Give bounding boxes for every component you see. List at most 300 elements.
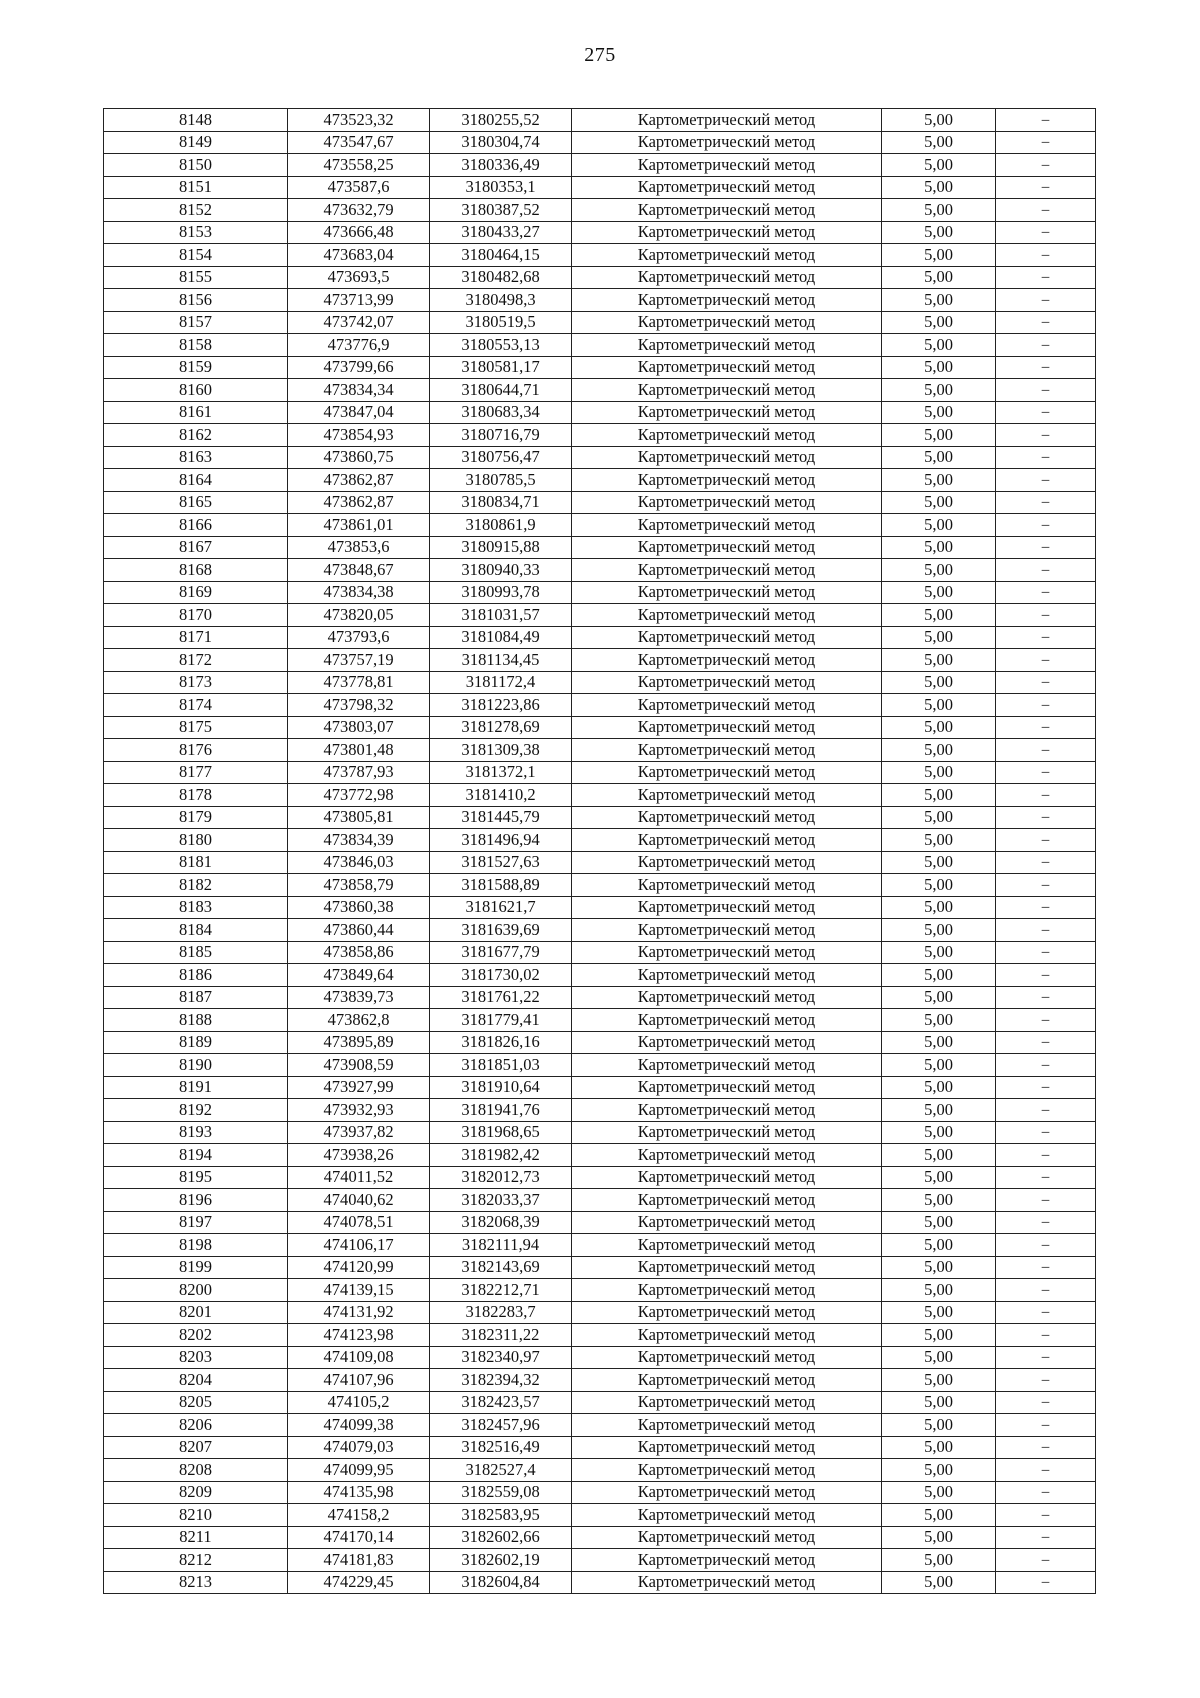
x-coordinate-cell: 473834,39 [288, 829, 430, 852]
note-cell: – [996, 1369, 1096, 1392]
table-row [104, 1391, 1096, 1414]
point-number-cell: 8162 [104, 424, 288, 447]
note-cell: – [996, 131, 1096, 154]
table-row [104, 1279, 1096, 1302]
x-coordinate-cell: 473932,93 [288, 1099, 430, 1122]
note-cell: – [996, 1009, 1096, 1032]
accuracy-cell: 5,00 [882, 1481, 996, 1504]
y-coordinate-cell: 3181779,41 [430, 1009, 572, 1032]
accuracy-cell: 5,00 [882, 131, 996, 154]
table-row [104, 829, 1096, 852]
table-row [104, 221, 1096, 244]
x-coordinate-cell: 473862,87 [288, 491, 430, 514]
y-coordinate-cell: 3180353,1 [430, 176, 572, 199]
method-cell: Картометрический метод [572, 424, 882, 447]
point-number-cell: 8197 [104, 1211, 288, 1234]
point-number-cell: 8189 [104, 1031, 288, 1054]
accuracy-cell: 5,00 [882, 266, 996, 289]
method-cell: Картометрический метод [572, 1009, 882, 1032]
note-cell: – [996, 176, 1096, 199]
point-number-cell: 8165 [104, 491, 288, 514]
point-number-cell: 8177 [104, 761, 288, 784]
table-row [104, 694, 1096, 717]
method-cell: Картометрический метод [572, 1481, 882, 1504]
accuracy-cell: 5,00 [882, 514, 996, 537]
table-row [104, 626, 1096, 649]
y-coordinate-cell: 3182457,96 [430, 1414, 572, 1437]
table-row [104, 784, 1096, 807]
note-cell: – [996, 1076, 1096, 1099]
x-coordinate-cell: 474078,51 [288, 1211, 430, 1234]
note-cell: – [996, 1234, 1096, 1257]
x-coordinate-cell: 474120,99 [288, 1256, 430, 1279]
note-cell: – [996, 1346, 1096, 1369]
point-number-cell: 8196 [104, 1189, 288, 1212]
note-cell: – [996, 514, 1096, 537]
point-number-cell: 8172 [104, 649, 288, 672]
x-coordinate-cell: 473839,73 [288, 986, 430, 1009]
accuracy-cell: 5,00 [882, 919, 996, 942]
accuracy-cell: 5,00 [882, 1009, 996, 1032]
point-number-cell: 8167 [104, 536, 288, 559]
x-coordinate-cell: 473787,93 [288, 761, 430, 784]
table-row [104, 1414, 1096, 1437]
point-number-cell: 8201 [104, 1301, 288, 1324]
x-coordinate-cell: 474135,98 [288, 1481, 430, 1504]
method-cell: Картометрический метод [572, 626, 882, 649]
table-row [104, 806, 1096, 829]
x-coordinate-cell: 473938,26 [288, 1144, 430, 1167]
y-coordinate-cell: 3182516,49 [430, 1436, 572, 1459]
accuracy-cell: 5,00 [882, 649, 996, 672]
x-coordinate-cell: 473757,19 [288, 649, 430, 672]
y-coordinate-cell: 3182602,19 [430, 1549, 572, 1572]
table-body [104, 109, 1096, 1594]
x-coordinate-cell: 473778,81 [288, 671, 430, 694]
note-cell: – [996, 1279, 1096, 1302]
method-cell: Картометрический метод [572, 1234, 882, 1257]
x-coordinate-cell: 473860,44 [288, 919, 430, 942]
point-number-cell: 8160 [104, 379, 288, 402]
x-coordinate-cell: 473908,59 [288, 1054, 430, 1077]
note-cell: – [996, 199, 1096, 222]
x-coordinate-cell: 473862,8 [288, 1009, 430, 1032]
table-row [104, 1549, 1096, 1572]
accuracy-cell: 5,00 [882, 671, 996, 694]
point-number-cell: 8190 [104, 1054, 288, 1077]
method-cell: Картометрический метод [572, 829, 882, 852]
table-row [104, 761, 1096, 784]
method-cell: Картометрический метод [572, 356, 882, 379]
accuracy-cell: 5,00 [882, 401, 996, 424]
x-coordinate-cell: 473858,79 [288, 874, 430, 897]
method-cell: Картометрический метод [572, 1076, 882, 1099]
table-row [104, 1256, 1096, 1279]
y-coordinate-cell: 3180716,79 [430, 424, 572, 447]
y-coordinate-cell: 3181172,4 [430, 671, 572, 694]
accuracy-cell: 5,00 [882, 424, 996, 447]
accuracy-cell: 5,00 [882, 536, 996, 559]
point-number-cell: 8164 [104, 469, 288, 492]
table-row [104, 379, 1096, 402]
table-row [104, 671, 1096, 694]
x-coordinate-cell: 473834,38 [288, 581, 430, 604]
note-cell: – [996, 1211, 1096, 1234]
method-cell: Картометрический метод [572, 154, 882, 177]
note-cell: – [996, 874, 1096, 897]
point-number-cell: 8161 [104, 401, 288, 424]
y-coordinate-cell: 3181445,79 [430, 806, 572, 829]
point-number-cell: 8149 [104, 131, 288, 154]
method-cell: Картометрический метод [572, 1031, 882, 1054]
y-coordinate-cell: 3180861,9 [430, 514, 572, 537]
accuracy-cell: 5,00 [882, 1256, 996, 1279]
note-cell: – [996, 334, 1096, 357]
y-coordinate-cell: 3180644,71 [430, 379, 572, 402]
accuracy-cell: 5,00 [882, 716, 996, 739]
note-cell: – [996, 311, 1096, 334]
note-cell: – [996, 761, 1096, 784]
x-coordinate-cell: 473683,04 [288, 244, 430, 267]
y-coordinate-cell: 3181496,94 [430, 829, 572, 852]
y-coordinate-cell: 3180255,52 [430, 109, 572, 132]
accuracy-cell: 5,00 [882, 1504, 996, 1527]
note-cell: – [996, 581, 1096, 604]
y-coordinate-cell: 3180464,15 [430, 244, 572, 267]
y-coordinate-cell: 3180336,49 [430, 154, 572, 177]
note-cell: – [996, 1144, 1096, 1167]
accuracy-cell: 5,00 [882, 1549, 996, 1572]
point-number-cell: 8182 [104, 874, 288, 897]
table-row [104, 1031, 1096, 1054]
y-coordinate-cell: 3181941,76 [430, 1099, 572, 1122]
table-row [104, 1189, 1096, 1212]
y-coordinate-cell: 3180498,3 [430, 289, 572, 312]
method-cell: Картометрический метод [572, 1121, 882, 1144]
note-cell: – [996, 1481, 1096, 1504]
table-row [104, 1301, 1096, 1324]
point-number-cell: 8205 [104, 1391, 288, 1414]
accuracy-cell: 5,00 [882, 1526, 996, 1549]
method-cell: Картометрический метод [572, 334, 882, 357]
table-row [104, 334, 1096, 357]
note-cell: – [996, 896, 1096, 919]
note-cell: – [996, 491, 1096, 514]
note-cell: – [996, 1301, 1096, 1324]
accuracy-cell: 5,00 [882, 1189, 996, 1212]
table-row [104, 199, 1096, 222]
note-cell: – [996, 694, 1096, 717]
y-coordinate-cell: 3181982,42 [430, 1144, 572, 1167]
method-cell: Картометрический метод [572, 874, 882, 897]
y-coordinate-cell: 3182212,71 [430, 1279, 572, 1302]
point-number-cell: 8183 [104, 896, 288, 919]
x-coordinate-cell: 474229,45 [288, 1571, 430, 1594]
point-number-cell: 8202 [104, 1324, 288, 1347]
accuracy-cell: 5,00 [882, 1369, 996, 1392]
note-cell: – [996, 1504, 1096, 1527]
table-row [104, 1526, 1096, 1549]
method-cell: Картометрический метод [572, 1279, 882, 1302]
x-coordinate-cell: 473632,79 [288, 199, 430, 222]
method-cell: Картометрический метод [572, 1459, 882, 1482]
point-number-cell: 8207 [104, 1436, 288, 1459]
x-coordinate-cell: 473713,99 [288, 289, 430, 312]
accuracy-cell: 5,00 [882, 446, 996, 469]
x-coordinate-cell: 474181,83 [288, 1549, 430, 1572]
table-row [104, 1346, 1096, 1369]
accuracy-cell: 5,00 [882, 1166, 996, 1189]
x-coordinate-cell: 473803,07 [288, 716, 430, 739]
y-coordinate-cell: 3181730,02 [430, 964, 572, 987]
point-number-cell: 8193 [104, 1121, 288, 1144]
point-number-cell: 8151 [104, 176, 288, 199]
point-number-cell: 8181 [104, 851, 288, 874]
y-coordinate-cell: 3180683,34 [430, 401, 572, 424]
y-coordinate-cell: 3182111,94 [430, 1234, 572, 1257]
method-cell: Картометрический метод [572, 649, 882, 672]
accuracy-cell: 5,00 [882, 964, 996, 987]
method-cell: Картометрический метод [572, 851, 882, 874]
point-number-cell: 8209 [104, 1481, 288, 1504]
accuracy-cell: 5,00 [882, 851, 996, 874]
point-number-cell: 8148 [104, 109, 288, 132]
table-row [104, 1459, 1096, 1482]
x-coordinate-cell: 473861,01 [288, 514, 430, 537]
point-number-cell: 8173 [104, 671, 288, 694]
x-coordinate-cell: 474040,62 [288, 1189, 430, 1212]
method-cell: Картометрический метод [572, 806, 882, 829]
point-number-cell: 8180 [104, 829, 288, 852]
note-cell: – [996, 1099, 1096, 1122]
point-number-cell: 8175 [104, 716, 288, 739]
table-row [104, 1481, 1096, 1504]
x-coordinate-cell: 473848,67 [288, 559, 430, 582]
note-cell: – [996, 154, 1096, 177]
x-coordinate-cell: 473847,04 [288, 401, 430, 424]
accuracy-cell: 5,00 [882, 1121, 996, 1144]
point-number-cell: 8188 [104, 1009, 288, 1032]
point-number-cell: 8204 [104, 1369, 288, 1392]
y-coordinate-cell: 3181372,1 [430, 761, 572, 784]
note-cell: – [996, 446, 1096, 469]
point-number-cell: 8200 [104, 1279, 288, 1302]
x-coordinate-cell: 473776,9 [288, 334, 430, 357]
y-coordinate-cell: 3182604,84 [430, 1571, 572, 1594]
point-number-cell: 8206 [104, 1414, 288, 1437]
note-cell: – [996, 626, 1096, 649]
accuracy-cell: 5,00 [882, 199, 996, 222]
note-cell: – [996, 671, 1096, 694]
accuracy-cell: 5,00 [882, 1391, 996, 1414]
page-number: 275 [584, 44, 616, 66]
accuracy-cell: 5,00 [882, 1571, 996, 1594]
note-cell: – [996, 829, 1096, 852]
note-cell: – [996, 919, 1096, 942]
x-coordinate-cell: 474106,17 [288, 1234, 430, 1257]
method-cell: Картометрический метод [572, 1526, 882, 1549]
method-cell: Картометрический метод [572, 1301, 882, 1324]
accuracy-cell: 5,00 [882, 221, 996, 244]
x-coordinate-cell: 473523,32 [288, 109, 430, 132]
y-coordinate-cell: 3182583,95 [430, 1504, 572, 1527]
point-number-cell: 8179 [104, 806, 288, 829]
method-cell: Картометрический метод [572, 1099, 882, 1122]
method-cell: Картометрический метод [572, 716, 882, 739]
y-coordinate-cell: 3181031,57 [430, 604, 572, 627]
note-cell: – [996, 244, 1096, 267]
y-coordinate-cell: 3180304,74 [430, 131, 572, 154]
accuracy-cell: 5,00 [882, 604, 996, 627]
note-cell: – [996, 1256, 1096, 1279]
note-cell: – [996, 424, 1096, 447]
method-cell: Картометрический метод [572, 176, 882, 199]
y-coordinate-cell: 3180482,68 [430, 266, 572, 289]
x-coordinate-cell: 473793,6 [288, 626, 430, 649]
table-row [104, 1099, 1096, 1122]
note-cell: – [996, 401, 1096, 424]
y-coordinate-cell: 3180940,33 [430, 559, 572, 582]
accuracy-cell: 5,00 [882, 694, 996, 717]
method-cell: Картометрический метод [572, 604, 882, 627]
y-coordinate-cell: 3181968,65 [430, 1121, 572, 1144]
note-cell: – [996, 649, 1096, 672]
accuracy-cell: 5,00 [882, 626, 996, 649]
y-coordinate-cell: 3181677,79 [430, 941, 572, 964]
note-cell: – [996, 356, 1096, 379]
y-coordinate-cell: 3182394,32 [430, 1369, 572, 1392]
x-coordinate-cell: 473849,64 [288, 964, 430, 987]
accuracy-cell: 5,00 [882, 941, 996, 964]
table-row [104, 469, 1096, 492]
table-row [104, 559, 1096, 582]
x-coordinate-cell: 473862,87 [288, 469, 430, 492]
y-coordinate-cell: 3181761,22 [430, 986, 572, 1009]
accuracy-cell: 5,00 [882, 154, 996, 177]
point-number-cell: 8192 [104, 1099, 288, 1122]
accuracy-cell: 5,00 [882, 986, 996, 1009]
table-row [104, 1144, 1096, 1167]
method-cell: Картометрический метод [572, 1549, 882, 1572]
method-cell: Картометрический метод [572, 1189, 882, 1212]
note-cell: – [996, 806, 1096, 829]
note-cell: – [996, 266, 1096, 289]
x-coordinate-cell: 473846,03 [288, 851, 430, 874]
method-cell: Картометрический метод [572, 694, 882, 717]
y-coordinate-cell: 3182423,57 [430, 1391, 572, 1414]
x-coordinate-cell: 474139,15 [288, 1279, 430, 1302]
note-cell: – [996, 1459, 1096, 1482]
accuracy-cell: 5,00 [882, 761, 996, 784]
point-number-cell: 8156 [104, 289, 288, 312]
method-cell: Картометрический метод [572, 1166, 882, 1189]
accuracy-cell: 5,00 [882, 1279, 996, 1302]
point-number-cell: 8174 [104, 694, 288, 717]
x-coordinate-cell: 473927,99 [288, 1076, 430, 1099]
y-coordinate-cell: 3180519,5 [430, 311, 572, 334]
point-number-cell: 8155 [104, 266, 288, 289]
accuracy-cell: 5,00 [882, 784, 996, 807]
table-row [104, 581, 1096, 604]
method-cell: Картометрический метод [572, 221, 882, 244]
table-row [104, 1121, 1096, 1144]
coordinates-table [103, 108, 1096, 1594]
accuracy-cell: 5,00 [882, 874, 996, 897]
table-row [104, 919, 1096, 942]
table-row [104, 1504, 1096, 1527]
method-cell: Картометрический метод [572, 1346, 882, 1369]
table-row [104, 1234, 1096, 1257]
x-coordinate-cell: 473547,67 [288, 131, 430, 154]
method-cell: Картометрический метод [572, 919, 882, 942]
x-coordinate-cell: 474123,98 [288, 1324, 430, 1347]
point-number-cell: 8195 [104, 1166, 288, 1189]
method-cell: Картометрический метод [572, 1414, 882, 1437]
accuracy-cell: 5,00 [882, 739, 996, 762]
note-cell: – [996, 851, 1096, 874]
y-coordinate-cell: 3180915,88 [430, 536, 572, 559]
table-row [104, 1054, 1096, 1077]
x-coordinate-cell: 473860,75 [288, 446, 430, 469]
note-cell: – [996, 1166, 1096, 1189]
x-coordinate-cell: 474170,14 [288, 1526, 430, 1549]
accuracy-cell: 5,00 [882, 1459, 996, 1482]
x-coordinate-cell: 474158,2 [288, 1504, 430, 1527]
accuracy-cell: 5,00 [882, 176, 996, 199]
y-coordinate-cell: 3181639,69 [430, 919, 572, 942]
y-coordinate-cell: 3181410,2 [430, 784, 572, 807]
note-cell: – [996, 1526, 1096, 1549]
x-coordinate-cell: 473854,93 [288, 424, 430, 447]
y-coordinate-cell: 3182527,4 [430, 1459, 572, 1482]
y-coordinate-cell: 3180785,5 [430, 469, 572, 492]
accuracy-cell: 5,00 [882, 491, 996, 514]
y-coordinate-cell: 3181278,69 [430, 716, 572, 739]
table-row [104, 851, 1096, 874]
method-cell: Картометрический метод [572, 1504, 882, 1527]
point-number-cell: 8159 [104, 356, 288, 379]
table-row [104, 289, 1096, 312]
x-coordinate-cell: 473693,5 [288, 266, 430, 289]
table-row [104, 739, 1096, 762]
table-row [104, 874, 1096, 897]
accuracy-cell: 5,00 [882, 334, 996, 357]
y-coordinate-cell: 3181826,16 [430, 1031, 572, 1054]
method-cell: Картометрический метод [572, 739, 882, 762]
point-number-cell: 8178 [104, 784, 288, 807]
method-cell: Картометрический метод [572, 1256, 882, 1279]
table-row [104, 716, 1096, 739]
x-coordinate-cell: 474099,95 [288, 1459, 430, 1482]
y-coordinate-cell: 3180581,17 [430, 356, 572, 379]
x-coordinate-cell: 473798,32 [288, 694, 430, 717]
table-row [104, 1571, 1096, 1594]
method-cell: Картометрический метод [572, 379, 882, 402]
table-row [104, 1076, 1096, 1099]
accuracy-cell: 5,00 [882, 311, 996, 334]
x-coordinate-cell: 474079,03 [288, 1436, 430, 1459]
point-number-cell: 8153 [104, 221, 288, 244]
table-row [104, 154, 1096, 177]
accuracy-cell: 5,00 [882, 1144, 996, 1167]
accuracy-cell: 5,00 [882, 896, 996, 919]
table-row [104, 941, 1096, 964]
y-coordinate-cell: 3182602,66 [430, 1526, 572, 1549]
x-coordinate-cell: 474131,92 [288, 1301, 430, 1324]
y-coordinate-cell: 3182068,39 [430, 1211, 572, 1234]
accuracy-cell: 5,00 [882, 469, 996, 492]
method-cell: Картометрический метод [572, 671, 882, 694]
